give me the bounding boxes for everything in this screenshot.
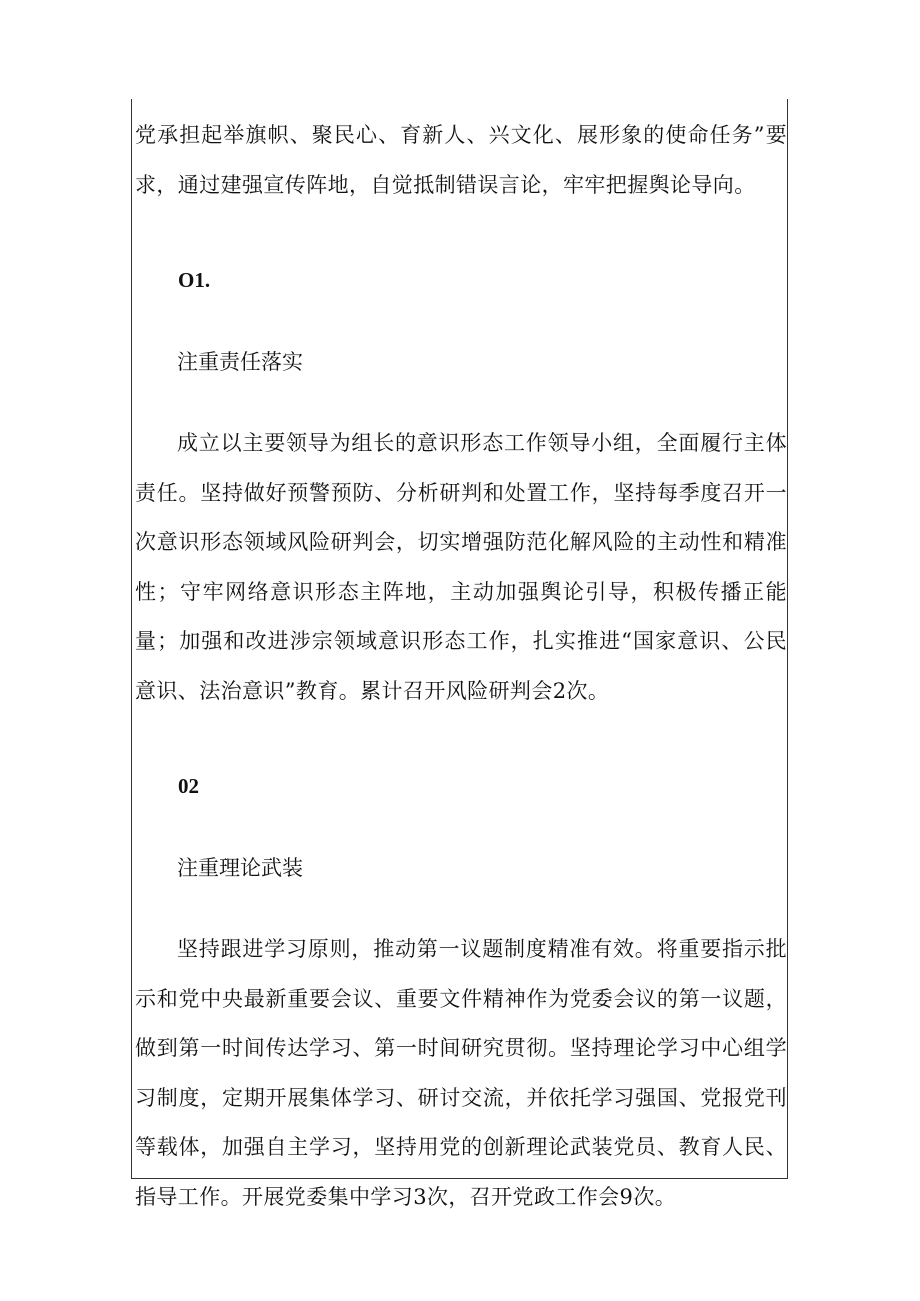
section-body-1: 成立以主要领导为组长的意识形态工作领导小组，全面履行主体责任。坚持做好预警预防、分析研判和处置工作，坚持每季度召开一次意识形态领域风险研判会，切实增强防范化解风险的主动性和精准性；守牢网络意识形态主阵地，主动加强舆论引导，积极传播正能量；加强和改进涉宗领域意识形态工作，扎实推进“国家意识、公民意识、法治意识”教育。累计召开风险研判会2次。 (135, 431, 787, 703)
intro-paragraph: 党承担起举旗帜、聚民心、育新人、兴文化、展形象的使命任务”要求，通过建强宣传阵地，自觉抵制错误言论，牢牢把握舆论导向。 (135, 123, 787, 197)
document-content (135, 111, 787, 1222)
spacer (135, 812, 787, 844)
section-number-2: 02 (178, 774, 199, 798)
section-title-2: 注重理论武装 (177, 855, 303, 880)
spacer (135, 387, 787, 419)
section-title-1: 注重责任落实 (177, 349, 303, 374)
spacer (135, 210, 787, 256)
spacer (135, 716, 787, 762)
document-frame (131, 99, 788, 1209)
spacer (135, 306, 787, 338)
spacer (135, 893, 787, 925)
section-body-2: 坚持跟进学习原则，推动第一议题制度精准有效。将重要指示批示和党中央最新重要会议、重要文件精神作为党委会议的第一议题，做到第一时间传达学习、第一时间研究贯彻。坚持理论学习中心组学习制度，定期开展集体学习、研讨交流，并依托学习强国、党报党刊等载体，加强自主学习，坚持用党的创新理论武装党员、教育人民、指导工作。开展党委集中学习3次，召开党政工作会9次。 (135, 937, 787, 1209)
section-number-1: O1. (178, 268, 211, 292)
